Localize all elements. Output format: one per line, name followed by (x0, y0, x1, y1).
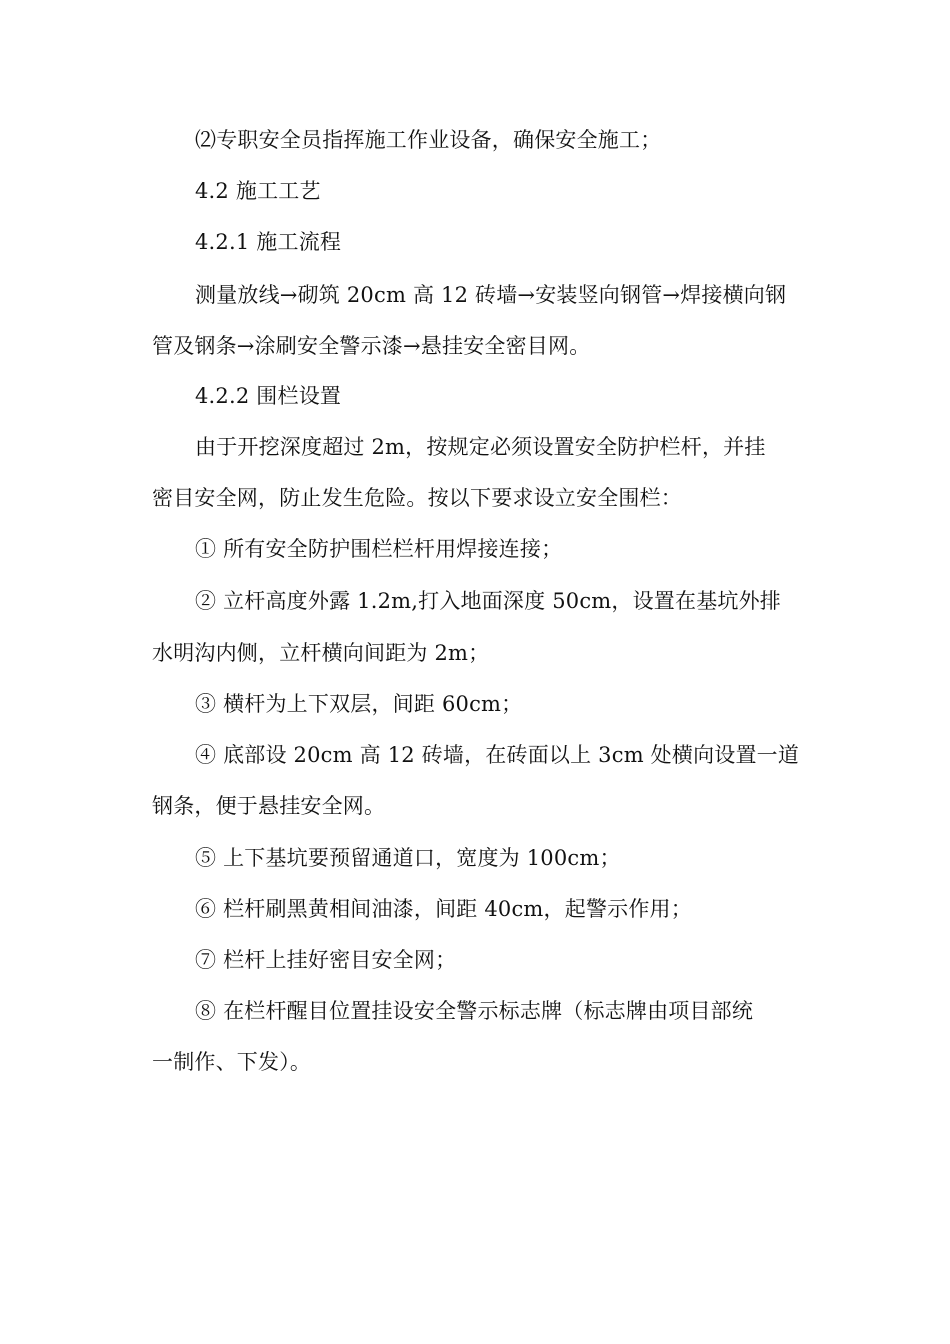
fence-requirement-1: ① 所有安全防护围栏栏杆用焊接连接； (195, 537, 563, 561)
fence-requirement-5: ⑤ 上下基坑要预留通道口，宽度为 100cm； (195, 846, 621, 870)
fence-requirement-4-line-2: 钢条，便于悬挂安全网。 (152, 794, 386, 818)
fence-requirement-8-line-2: 一制作、下发）。 (152, 1050, 312, 1074)
section-heading-4-2-2: 4.2.2 围栏设置 (195, 384, 342, 408)
duty-item-2: ⑵专职安全员指挥施工作业设备，确保安全施工； (195, 128, 662, 152)
fence-requirement-7: ⑦ 栏杆上挂好密目安全网； (195, 948, 457, 972)
fence-requirement-6: ⑥ 栏杆刷黑黄相间油漆，间距 40cm，起警示作用； (195, 897, 692, 921)
section-heading-4-2: 4.2 施工工艺 (195, 179, 321, 203)
process-flow-line-2: 管及钢条→涂刷安全警示漆→悬挂安全密目网。 (152, 334, 591, 358)
fence-intro-line-2: 密目安全网，防止发生危险。按以下要求设立安全围栏： (152, 486, 682, 510)
fence-requirement-3: ③ 横杆为上下双层，间距 60cm； (195, 692, 523, 716)
fence-intro-line-1: 由于开挖深度超过 2m，按规定必须设置安全防护栏杆，并挂 (195, 435, 766, 459)
section-heading-4-2-1: 4.2.1 施工流程 (195, 230, 342, 254)
fence-requirement-2-line-2: 水明沟内侧，立杆横向间距为 2m； (152, 641, 490, 665)
process-flow-line-1: 测量放线→砌筑 20cm 高 12 砖墙→安装竖向钢管→焊接横向钢 (195, 283, 787, 307)
fence-requirement-4-line-1: ④ 底部设 20cm 高 12 砖墙，在砖面以上 3cm 处横向设置一道 (195, 743, 800, 767)
fence-requirement-2-line-1: ② 立杆高度外露 1.2m,打入地面深度 50cm，设置在基坑外排 (195, 589, 782, 613)
fence-requirement-8-line-1: ⑧ 在栏杆醒目位置挂设安全警示标志牌（标志牌由项目部统 (195, 999, 754, 1023)
